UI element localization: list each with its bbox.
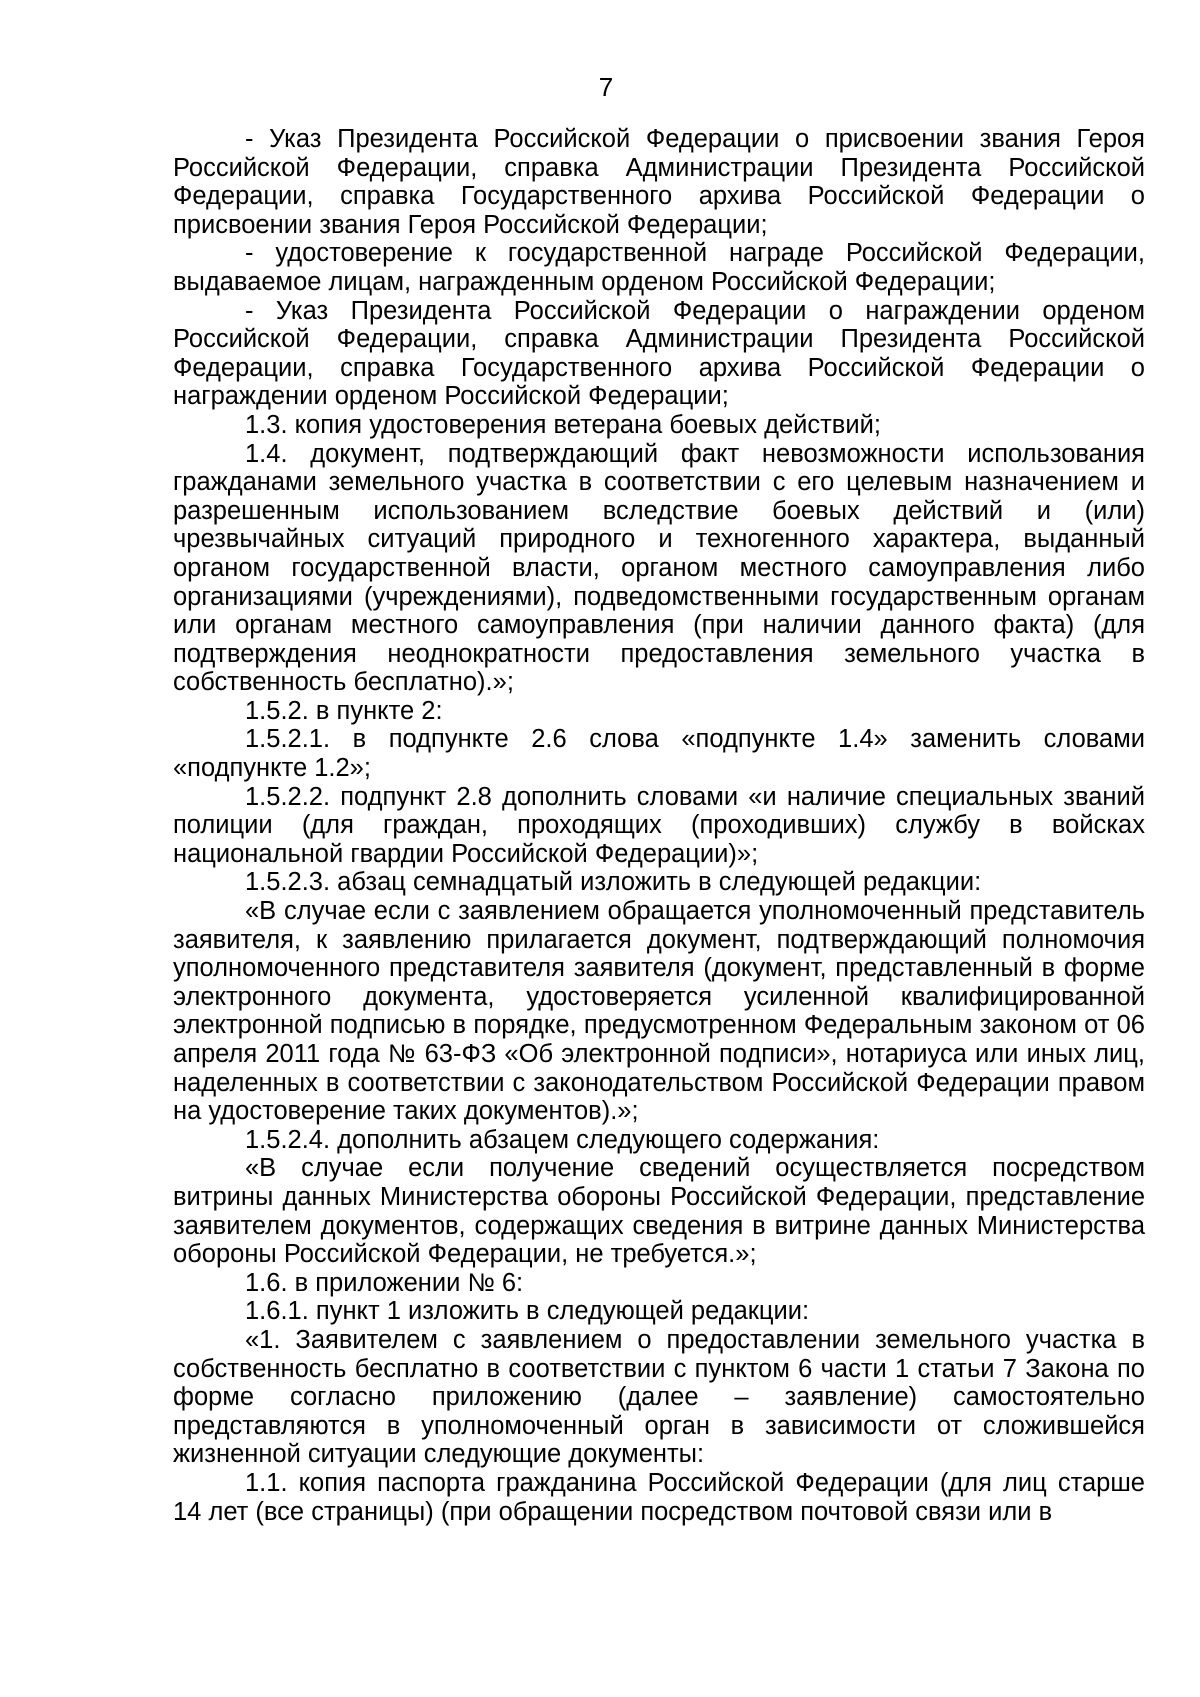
paragraph-1-3: 1.3. копия удостоверения ветерана боевых действий; bbox=[245, 410, 881, 439]
document-body bbox=[173, 125, 1145, 1526]
paragraph-data-showcase-quote: «В случае если получение сведений осуществляется посредством витрины данных Министерства обороны Российской Федерации, представление заявителем документов, содержащих сведения в витрине данных Министерства обороны Российской Федерации, не требуется.»; bbox=[173, 1154, 1145, 1269]
paragraph-1-5-2-2: 1.5.2.2. подпункт 2.8 дополнить словами «и наличие специальных званий полиции (для граждан, проходящих (проходивших) службу в войсках национальной гвардии Российской Федерации)»; bbox=[173, 782, 1145, 868]
paragraph-order-decree: - Указ Президента Российской Федерации о награждении орденом Российской Федерации, справка Администрации Президента Российской Федерации, справка Государственного архива Российской Федерации о награждении орденом Российской Федерации; bbox=[173, 296, 1145, 411]
paragraph-1-6: 1.6. в приложении № 6: bbox=[245, 1268, 524, 1297]
paragraph-representative-quote: «В случае если с заявлением обращается уполномоченный представитель заявителя, к заявлению прилагается документ, подтверждающий полномочия уполномоченного представителя заявителя (документ, представленный в форме электронного документа, удостоверяется усиленной квалифицированной электронной подписью в порядке, предусмотренном Федеральным законом от 06 апреля 2011 года № 63-ФЗ «Об электронной подписи», нотариуса или иных лиц, наделенных в соответствии с законодательством Российской Федерации правом на удостоверение таких документов).»; bbox=[173, 897, 1145, 1126]
paragraph-1-5-2-1: 1.5.2.1. в подпункте 2.6 слова «подпункте 1.4» заменить словами «подпункте 1.2»; bbox=[173, 725, 1145, 783]
paragraph-applicant-quote: «1. Заявителем с заявлением о предоставлении земельного участка в собственность бесплатно в соответствии с пунктом 6 части 1 статьи 7 Закона по форме согласно приложению (далее – заявление) самостоятельно представляются в уполномоченный орган в зависимости от сложившейся жизненной ситуации следующие документы: bbox=[173, 1325, 1145, 1469]
paragraph-hero-decree: - Указ Президента Российской Федерации о присвоении звания Героя Российской Федерации, справка Администрации Президента Российской Федерации, справка Государственного архива Российской Федерации о присвоении звания Героя Российской Федерации; bbox=[173, 125, 1145, 239]
paragraph-1-6-1: 1.6.1. пункт 1 изложить в следующей редакции: bbox=[245, 1297, 810, 1326]
paragraph-1-5-2-4: 1.5.2.4. дополнить абзацем следующего содержания: bbox=[245, 1125, 880, 1154]
page-number: 7 bbox=[598, 72, 614, 102]
paragraph-1-1: 1.1. копия паспорта гражданина Российской Федерации (для лиц старше 14 лет (все страницы) (при обращении посредством почтовой связи или в bbox=[173, 1468, 1145, 1526]
paragraph-award-certificate: - удостоверение к государственной награде Российской Федерации, выдаваемое лицам, награжденным орденом Российской Федерации; bbox=[173, 239, 1145, 296]
paragraph-1-4: 1.4. документ, подтверждающий факт невозможности использования гражданами земельного участка в соответствии с его целевым назначением и разрешенным использованием вследствие боевых действий и (или) чрезвычайных ситуаций природного и техногенного характера, выданный органом государственной власти, органом местного самоуправления либо организациями (учреждениями), подведомственными государственным органам или органам местного самоуправления (при наличии данного факта) (для подтверждения неоднократности предоставления земельного участка в собственность бесплатно).»; bbox=[173, 439, 1145, 697]
paragraph-1-5-2-3: 1.5.2.3. абзац семнадцатый изложить в следующей редакции: bbox=[245, 868, 982, 897]
paragraph-1-5-2: 1.5.2. в пункте 2: bbox=[245, 696, 443, 725]
